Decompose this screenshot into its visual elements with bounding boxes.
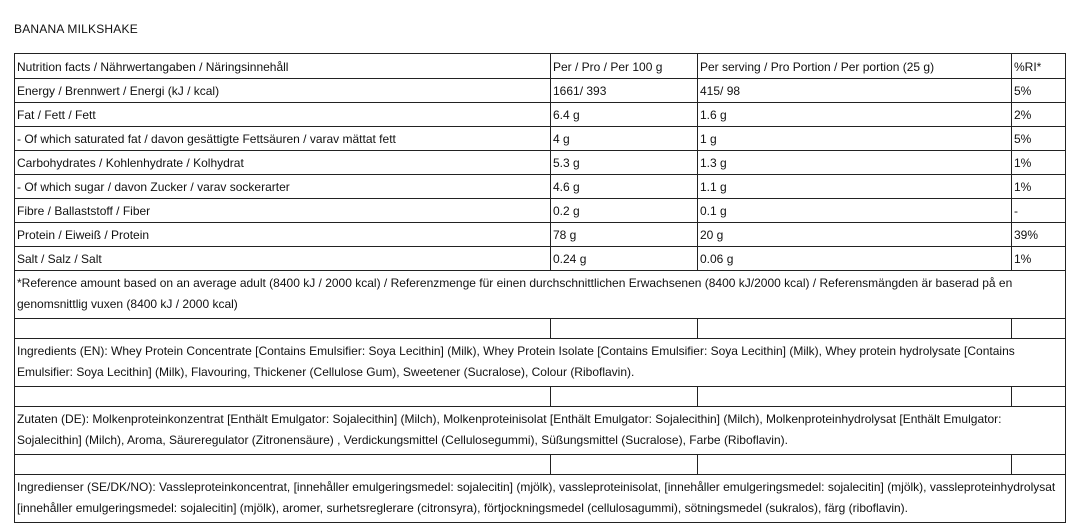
spacer-row	[15, 387, 1066, 407]
value-ri: 2%	[1012, 103, 1066, 127]
value-per-100g: 1661/ 393	[551, 79, 698, 103]
value-per-serving: 1.3 g	[698, 151, 1012, 175]
table-row-fibre	[15, 199, 1066, 223]
nutrient-name: Carbohydrates / Kohlenhydrate / Kolhydrat	[15, 151, 551, 175]
value-per-serving: 415/ 98	[698, 79, 1012, 103]
value-ri: 39%	[1012, 223, 1066, 247]
nutrient-name: Energy / Brennwert / Energi (kJ / kcal)	[15, 79, 551, 103]
value-per-100g: 6.4 g	[551, 103, 698, 127]
table-row-carbohydrates	[15, 151, 1066, 175]
product-title: BANANA MILKSHAKE	[14, 22, 138, 36]
value-ri: 5%	[1012, 79, 1066, 103]
header-ri: %RI*	[1012, 54, 1066, 79]
ingredients-de: Zutaten (DE): Molkenproteinkonzentrat [Enthält Emulgator: Sojalecithin] (Milch), Molkenproteinisolat [Enthält Emulgator: Sojalecithin] (Milch), Molkenproteinhydrolysat [Enthält Emulgator: Sojalecithin] (Milch), Aroma, Säureregulator (Zitronensäure) , Verdickungsmittel (Cellulosegummi), Süßungsmittel (Sucralose), Farbe (Riboflavin).	[15, 407, 1066, 455]
value-per-100g: 4.6 g	[551, 175, 698, 199]
value-per-serving: 1.6 g	[698, 103, 1012, 127]
header-per-serving: Per serving / Pro Portion / Per portion (25 g)	[698, 54, 1012, 79]
header-nutrient: Nutrition facts / Nährwertangaben / Näringsinnehåll	[15, 54, 551, 79]
value-ri: 5%	[1012, 127, 1066, 151]
value-ri: -	[1012, 199, 1066, 223]
value-per-serving: 1 g	[698, 127, 1012, 151]
table-header-row	[15, 54, 1066, 79]
value-ri: 1%	[1012, 151, 1066, 175]
spacer-row	[15, 319, 1066, 339]
nutrient-name: - Of which sugar / davon Zucker / varav sockerarter	[15, 175, 551, 199]
nutrient-name: Fibre / Ballaststoff / Fiber	[15, 199, 551, 223]
table-row-sugar	[15, 175, 1066, 199]
table-row-fat	[15, 103, 1066, 127]
nutrient-name: Fat / Fett / Fett	[15, 103, 551, 127]
nutrient-name: Salt / Salz / Salt	[15, 247, 551, 271]
reference-footnote: *Reference amount based on an average adult (8400 kJ / 2000 kcal) / Referenzmenge für einen durchschnittlichen Erwachsenen (8400 kJ/2000 kcal) / Referensmängden är baserad på en genomsnittlig vuxen (8400 kJ / 2000 kcal)	[15, 271, 1066, 319]
value-per-serving: 20 g	[698, 223, 1012, 247]
table-row-ingredients-en	[15, 339, 1066, 387]
table-row-ingredients-de	[15, 407, 1066, 455]
spacer-row	[15, 455, 1066, 475]
nutrition-table	[14, 53, 1066, 523]
value-per-serving: 0.1 g	[698, 199, 1012, 223]
value-ri: 1%	[1012, 247, 1066, 271]
value-per-100g: 5.3 g	[551, 151, 698, 175]
table-row-energy	[15, 79, 1066, 103]
header-per-100g: Per / Pro / Per 100 g	[551, 54, 698, 79]
value-per-100g: 0.24 g	[551, 247, 698, 271]
value-per-100g: 4 g	[551, 127, 698, 151]
table-row-protein	[15, 223, 1066, 247]
value-per-100g: 0.2 g	[551, 199, 698, 223]
table-row-footnote	[15, 271, 1066, 319]
value-per-100g: 78 g	[551, 223, 698, 247]
nutrient-name: - Of which saturated fat / davon gesättigte Fettsäuren / varav mättat fett	[15, 127, 551, 151]
table-row-ingredients-nordic	[15, 475, 1066, 523]
value-ri: 1%	[1012, 175, 1066, 199]
ingredients-en: Ingredients (EN): Whey Protein Concentrate [Contains Emulsifier: Soya Lecithin] (Milk), Whey Protein Isolate [Contains Emulsifier: Soya Lecithin] (Milk), Whey protein hydrolysate [Contains Emulsifier: Soya Lecithin] (Milk), Flavouring, Thickener (Cellulose Gum), Sweetener (Sucralose), Colour (Riboflavin).	[15, 339, 1066, 387]
table-row-saturated-fat	[15, 127, 1066, 151]
nutrient-name: Protein / Eiweiß / Protein	[15, 223, 551, 247]
value-per-serving: 1.1 g	[698, 175, 1012, 199]
value-per-serving: 0.06 g	[698, 247, 1012, 271]
ingredients-nordic: Ingredienser (SE/DK/NO): Vassleproteinkoncentrat, [innehåller emulgeringsmedel: sojalecitin] (mjölk), vassleproteinisolat, [innehåller emulgeringsmedel: sojalecitin] (mjölk), vassleproteinhydrolysat [innehåller emulgeringsmedel: sojalecitin] (mjölk), aromer, surhetsreglerare (citronsyra), förtjockningsmedel (cellulosagummi), sötningsmedel (sukralos), färg (riboflavin).	[15, 475, 1066, 523]
table-row-salt	[15, 247, 1066, 271]
